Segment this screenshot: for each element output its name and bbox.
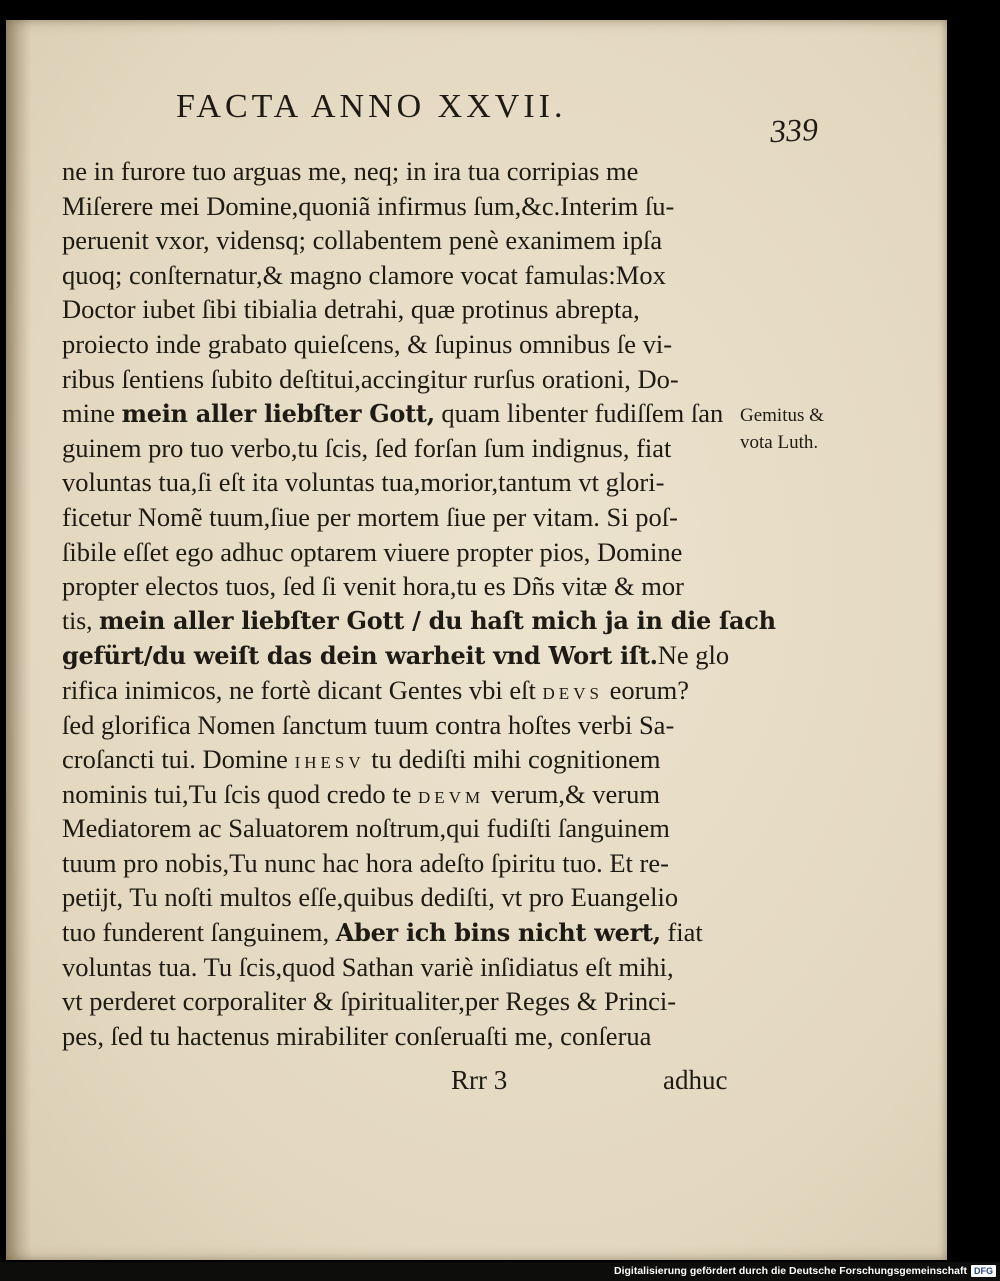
latin-text: vt perderet corporaliter & ſpiritualiter,per Reges & Princi- xyxy=(62,986,677,1017)
latin-text: guinem pro tuo verbo,tu ſcis, ſed forſan ſum indignus, fiat xyxy=(62,432,672,463)
latin-text: ribus ſentiens ſubito deſtitui,accingitur rurſus orationi, Do- xyxy=(62,363,679,394)
latin-text: tis, xyxy=(62,605,99,635)
text-line xyxy=(62,396,752,431)
latin-text: verum,& verum xyxy=(484,778,660,809)
credit-text: Digitalisierung gefördert durch die Deutsche Forschungsgemeinschaft xyxy=(614,1265,967,1277)
latin-text: proiecto inde grabato quieſcens, & ſupinus omnibus ſe vi- xyxy=(62,328,673,359)
small-caps-text: DEVM xyxy=(418,787,485,807)
text-line xyxy=(62,846,752,881)
text-line xyxy=(62,811,752,846)
latin-text: voluntas tua. Tu ſcis,quod Sathan variè inſidiatus eſt mihi, xyxy=(62,951,674,982)
latin-text: tuum pro nobis,Tu nunc hac hora adeſto ſpiritu tuo. Et re- xyxy=(62,847,669,878)
small-caps-text: IHESV xyxy=(294,753,365,773)
text-line xyxy=(62,950,752,985)
gutter-shadow xyxy=(6,20,32,1260)
latin-text: rifica inimicos, ne fortè dicant Gentes vbi eſt xyxy=(62,674,543,705)
book-page xyxy=(6,20,947,1260)
running-title: FACTA ANNO XXVII. xyxy=(176,88,567,125)
latin-text: petijt, Tu noſti multos eſſe,quibus dediſti, vt pro Euangelio xyxy=(62,882,679,913)
text-line xyxy=(62,915,752,950)
text-line xyxy=(62,708,752,743)
latin-text: croſancti tui. Domine xyxy=(62,744,295,775)
german-blackletter-text: Aber ich bins nicht wert, xyxy=(335,918,661,948)
german-blackletter-text: mein aller liebſter Gott / du haſt mich ja in die ſach xyxy=(98,605,776,635)
latin-text: eorum? xyxy=(602,674,690,705)
latin-text: Mediatorem ac Saluatorem noſtrum,qui fudiſti ſanguinem xyxy=(62,813,670,844)
latin-text: Ne glo xyxy=(657,640,730,671)
latin-text: nominis tui,Tu ſcis quod credo te xyxy=(62,778,419,809)
text-line xyxy=(62,984,752,1019)
text-line xyxy=(62,1019,752,1054)
text-line xyxy=(62,189,752,224)
text-line xyxy=(62,742,752,777)
text-line xyxy=(62,777,752,812)
latin-text: ficetur Nomẽ tuum,ſiue per mortem ſiue per vitam. Si poſ- xyxy=(62,501,678,532)
digitization-credit xyxy=(614,1263,996,1279)
text-line xyxy=(62,362,752,397)
marginal-note-line-1: Gemitus & xyxy=(740,405,824,426)
text-line xyxy=(62,569,752,604)
latin-text: tuo funderent ſanguinem, xyxy=(62,917,336,948)
text-line xyxy=(62,638,752,673)
catchword: adhuc xyxy=(663,1065,728,1095)
latin-text: Doctor iubet ſibi tibialia detrahi, quæ protinus abrepta, xyxy=(62,294,640,325)
latin-text: tu dediſti mihi cognitionem xyxy=(364,744,661,775)
latin-text: ne in furore tuo arguas me, neq; in ira tua corripias me xyxy=(62,156,639,186)
latin-text: quoq; conſternatur,& magno clamore vocat famulas:Mox xyxy=(62,259,666,290)
text-line xyxy=(62,604,776,639)
text-line xyxy=(62,673,752,708)
small-caps-text: DEVS xyxy=(542,683,603,703)
german-blackletter-text: mein aller liebſter Gott, xyxy=(121,399,435,429)
latin-text: quam libenter fudiſſem ſan xyxy=(434,398,724,429)
dfg-logo-icon: DFG xyxy=(971,1265,996,1277)
latin-text: fiat xyxy=(660,917,703,948)
latin-text: voluntas tua,ſi eſt ita voluntas tua,morior,tantum vt glori- xyxy=(62,467,665,498)
latin-text: peruenit vxor, vidensq; collabentem penè exanimem ipſa xyxy=(62,225,663,256)
latin-text: Miſerere mei Domine,quoniã infirmus ſum,&c.Interim ſu- xyxy=(62,190,675,221)
body-text xyxy=(62,154,776,1053)
latin-text: propter electos tuos, ſed ſi venit hora,tu es Dñs vitæ & mor xyxy=(62,571,684,602)
text-line xyxy=(62,258,752,293)
text-line xyxy=(62,292,752,327)
text-line xyxy=(62,154,752,189)
text-line xyxy=(62,465,752,500)
text-line xyxy=(62,223,752,258)
text-line xyxy=(62,535,752,570)
latin-text: mine xyxy=(62,398,122,429)
german-blackletter-text: gefürt/du weiſt das dein warheit vnd Wort iſt. xyxy=(62,641,658,671)
text-line xyxy=(62,431,752,466)
latin-text: ſed glorifica Nomen ſanctum tuum contra hoſtes verbi Sa- xyxy=(62,709,675,740)
text-line xyxy=(62,880,752,915)
latin-text: ſibile eſſet ego adhuc optarem viuere propter pios, Domine xyxy=(62,536,683,567)
signature-mark: Rrr 3 xyxy=(451,1065,508,1095)
latin-text: pes, ſed tu hactenus mirabiliter conſeruaſti me, conſerua xyxy=(62,1020,652,1051)
marginal-note-line-2: vota Luth. xyxy=(740,432,819,453)
page-number: 339 xyxy=(769,110,819,150)
text-line xyxy=(62,500,752,535)
text-line xyxy=(62,327,752,362)
